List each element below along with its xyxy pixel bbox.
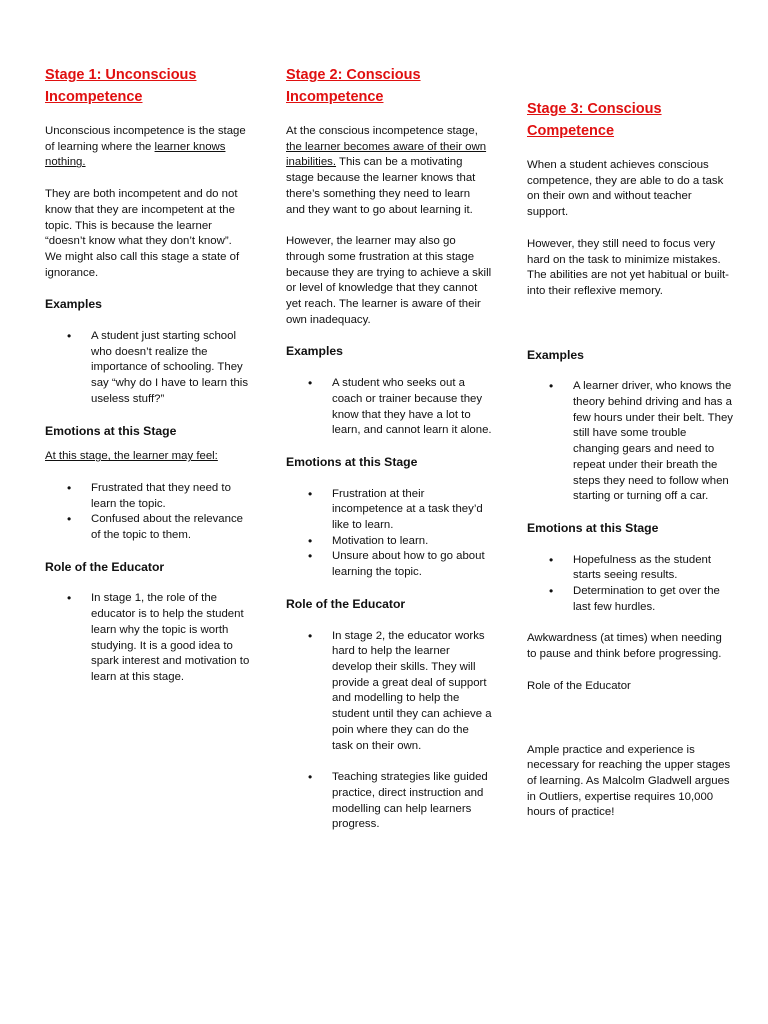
list-item: • A learner driver, who knows the theory behind driving and has a few hours under their belt. They still have some trouble changing gears and need to repeat under their breath the steps they need to follow when starting or turning off a car.: [527, 379, 733, 505]
stage1-emotions-heading: Emotions at this Stage: [45, 423, 177, 438]
stage1-paragraph: They are both incompetent and do not know that they are incompetent at the topic. This is because the learner “doesn’t know what they don’t know”. We might also call this stage a state of ignorance.: [45, 188, 240, 279]
stage2-emotions-list: [286, 487, 492, 581]
stage2-intro: At the conscious incompetence stage, the learner becomes aware of their own inabilities. This can be a motivating stage because the learner knows that there’s something they need to learn and they want to go about learning it.: [286, 125, 487, 216]
stage1-examples-list: [45, 329, 251, 408]
list-item: • Hopefulness as the student starts seeing results.: [527, 553, 733, 584]
list-item: • Unsure about how to go about learning the topic.: [286, 549, 492, 580]
list-item: • Teaching strategies like guided practice, direct instruction and modelling can help learners progress.: [286, 770, 492, 833]
stage3-role-heading: Role of the Educator: [527, 679, 631, 692]
stage3-title: Stage 3: Conscious Competence: [527, 101, 662, 139]
stage1-role-heading: Role of the Educator: [45, 559, 165, 574]
stage2-column: [286, 0, 492, 833]
stage2-examples-list: [286, 376, 492, 439]
stage2-title: Stage 2: Conscious Incompetence: [286, 67, 421, 105]
stage2-examples-heading: Examples: [286, 344, 343, 359]
stage3-emotions-heading: Emotions at this Stage: [527, 520, 659, 535]
stage3-examples-list: [527, 379, 733, 505]
list-item: • Motivation to learn.: [286, 534, 492, 550]
stage2-role-heading: Role of the Educator: [286, 596, 406, 611]
list-item: • Frustrated that they need to learn the topic.: [45, 481, 251, 512]
list-item: • In stage 2, the educator works hard to help the learner develop their skills. They will provide a great deal of support and modelling to help the student until they can achieve a poin where they can do the task on their own.: [286, 629, 492, 755]
stage1-role-list: [45, 591, 251, 685]
list-item: • In stage 1, the role of the educator is to help the student learn why the topic is worth studying. It is a good idea to spark interest and motivation to learn at this stage.: [45, 591, 251, 685]
stage2-emotions-heading: Emotions at this Stage: [286, 454, 418, 469]
stage1-column: [45, 0, 251, 686]
stage2-role-list: [286, 629, 492, 833]
list-item: • Frustration at their incompetence at a task they’d like to learn.: [286, 487, 492, 534]
stage1-emotions-intro: At this stage, the learner may feel:: [45, 450, 218, 463]
stage3-column: [527, 0, 733, 821]
list-item: • A student who seeks out a coach or trainer because they know that they have a lot to learn, and cannot learn it alone.: [286, 376, 492, 439]
list-item: • Determination to get over the last few hurdles.: [527, 584, 733, 615]
stage3-intro: When a student achieves conscious competence, they are able to do a task on their own and without teacher support.: [527, 159, 724, 219]
stage1-emotions-list: [45, 481, 251, 544]
stage3-emotions-list: [527, 553, 733, 616]
stage1-examples-heading: Examples: [45, 297, 102, 312]
stage2-paragraph: However, the learner may also go through some frustration at this stage because they are trying to achieve a skill or level of knowledge that they cannot yet reach. The learner is aware of their own inadequacy.: [286, 235, 492, 326]
stage3-paragraph: However, they still need to focus very hard on the task to minimize mistakes. The abilities are not yet habitual or built-into their reflexive memory.: [527, 237, 729, 297]
stage1-title: Stage 1: Unconscious Incompetence: [45, 67, 197, 105]
list-item: • Confused about the relevance of the topic to them.: [45, 512, 251, 543]
stage3-examples-heading: Examples: [527, 347, 584, 362]
list-item: • A student just starting school who doesn’t realize the importance of schooling. They say “why do I have to learn this useless stuff?”: [45, 329, 251, 408]
stage1-intro: Unconscious incompetence is the stage of learning where the learner knows nothing.: [45, 125, 246, 169]
stage3-awkwardness: Awkwardness (at times) when needing to pause and think before progressing.: [527, 632, 722, 661]
stage3-role-text: Ample practice and experience is necessary for reaching the upper stages of learning. As Malcolm Gladwell argues in Outliers, expertise requires 10,000 hours of practice!: [527, 743, 731, 819]
